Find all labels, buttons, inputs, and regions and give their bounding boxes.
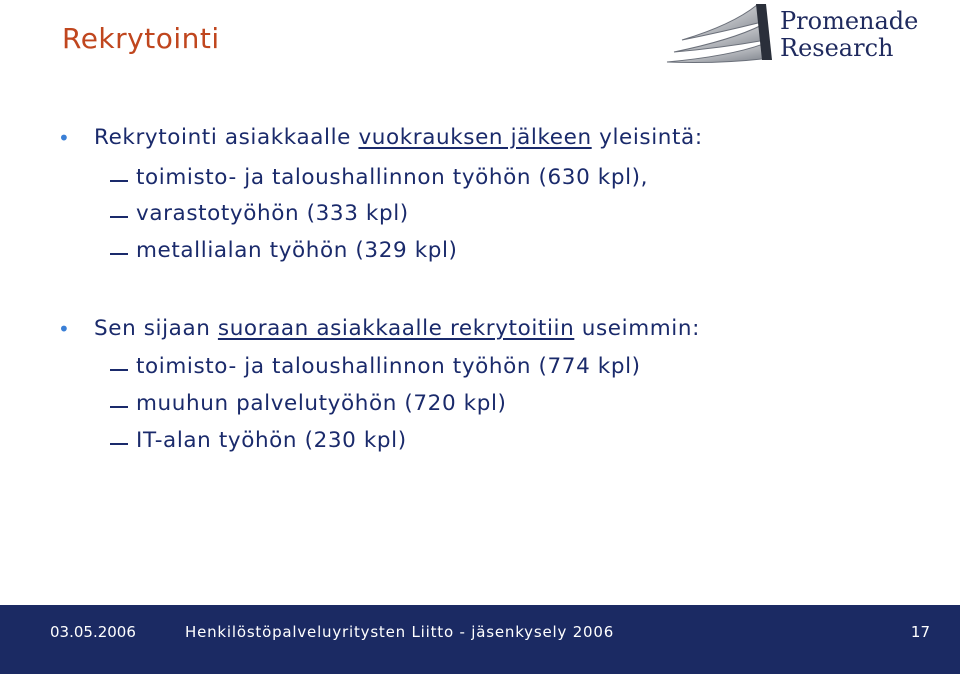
sub-item: toimisto- ja taloushallinnon työhön (774 kpl) <box>136 354 641 379</box>
bullet-2-post: useimmin: <box>574 316 700 341</box>
sub-item: muuhun palvelutyöhön (720 kpl) <box>136 391 507 416</box>
logo-line1: Promenade <box>780 7 919 35</box>
bullet-2-underlined: suoraan asiakkaalle rekrytoitiin <box>217 316 575 341</box>
bullet-2-pre: Sen sijaan <box>94 316 218 341</box>
logo-sail-icon <box>662 0 782 75</box>
footer-bar <box>0 605 960 674</box>
bullet-2-text <box>94 316 700 341</box>
footer-title: Henkilöstöpalveluyritysten Liitto - jäsenkysely 2006 <box>185 623 615 641</box>
dash-icon <box>110 443 128 445</box>
bullet-1-post: yleisintä: <box>591 125 703 150</box>
promenade-research-logo <box>662 0 952 80</box>
dash-icon <box>110 253 128 255</box>
bullet-1-pre: Rekrytointi asiakkaalle <box>94 125 359 150</box>
footer-date: 03.05.2006 <box>50 623 136 641</box>
dash-icon <box>110 180 128 182</box>
dash-icon <box>110 369 128 371</box>
page-number: 17 <box>910 623 930 641</box>
sub-item: metallialan työhön (329 kpl) <box>136 238 458 263</box>
bullet-icon: • <box>58 317 70 341</box>
slide-title: Rekrytointi <box>62 22 220 55</box>
dash-icon <box>110 406 128 408</box>
dash-icon <box>110 216 128 218</box>
bullet-icon: • <box>58 126 70 150</box>
bullet-1-text <box>94 125 703 150</box>
sub-item: toimisto- ja taloushallinnon työhön (630 kpl), <box>136 165 649 190</box>
bullet-1-underlined: vuokrauksen jälkeen <box>358 125 592 150</box>
sub-item: IT-alan työhön (230 kpl) <box>136 428 407 453</box>
sub-item: varastotyöhön (333 kpl) <box>136 201 409 226</box>
logo-line2: Research <box>780 34 894 62</box>
